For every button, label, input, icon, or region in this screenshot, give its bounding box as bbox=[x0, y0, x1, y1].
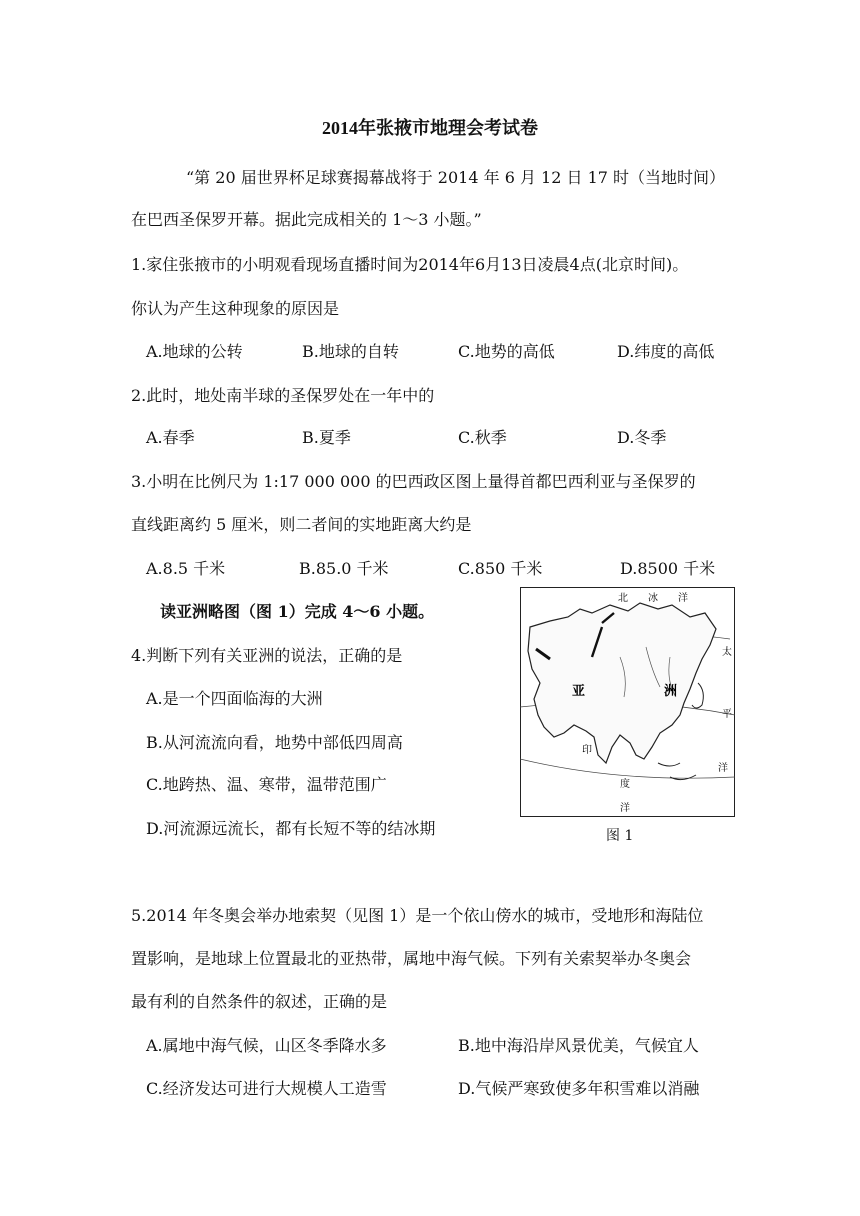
section-heading: 读亚洲略图（图 1）完成 4～6 小题。 bbox=[160, 602, 435, 621]
intro-line-1: “第 20 届世界杯足球赛揭幕战将于 2014 年 6 月 12 日 17 时（当地时间） bbox=[186, 168, 726, 187]
map-label-zhou: 洲 bbox=[664, 684, 678, 699]
question-3-line-2: 直线距离约 5 厘米，则二者间的实地距离大约是 bbox=[131, 515, 472, 534]
map-label-du: 度 bbox=[620, 779, 630, 790]
question-1-option-c[interactable]: C.地势的高低 bbox=[458, 342, 555, 361]
map-label-tai: 太 bbox=[722, 647, 732, 658]
question-1-line-2: 你认为产生这种现象的原因是 bbox=[131, 299, 340, 318]
question-1-option-a[interactable]: A.地球的公转 bbox=[146, 342, 243, 361]
figure-caption: 图 1 bbox=[606, 828, 634, 844]
question-5-option-a[interactable]: A.属地中海气候，山区冬季降水多 bbox=[146, 1036, 387, 1055]
map-label-ice: 冰 bbox=[648, 593, 658, 604]
question-2-line-1: 2.此时，地处南半球的圣保罗处在一年中的 bbox=[131, 386, 435, 405]
question-2-option-a[interactable]: A.春季 bbox=[146, 428, 195, 447]
map-label-ya: 亚 bbox=[572, 684, 586, 699]
question-4-line-1: 4.判断下列有关亚洲的说法，正确的是 bbox=[131, 646, 403, 665]
question-5-option-c[interactable]: C.经济发达可进行大规模人工造雪 bbox=[146, 1079, 387, 1098]
question-1-line-1: 1.家住张掖市的小明观看现场直播时间为2014年6月13日凌晨4点(北京时间)。 bbox=[131, 255, 689, 274]
question-3-option-d[interactable]: D.8500 千米 bbox=[620, 559, 716, 578]
question-2-option-b[interactable]: B.夏季 bbox=[302, 428, 351, 447]
map-label-yin: 印 bbox=[582, 745, 592, 756]
question-5-option-d[interactable]: D.气候严寒致使多年积雪难以消融 bbox=[458, 1079, 700, 1098]
question-5-option-b[interactable]: B.地中海沿岸风景优美，气候宜人 bbox=[458, 1036, 699, 1055]
question-2-option-c[interactable]: C.秋季 bbox=[458, 428, 507, 447]
question-1-option-b[interactable]: B.地球的自转 bbox=[302, 342, 399, 361]
map-label-ocean-north: 洋 bbox=[678, 593, 688, 604]
question-1-option-d[interactable]: D.纬度的高低 bbox=[617, 342, 715, 361]
question-4-option-d[interactable]: D.河流源远流长，都有长短不等的结冰期 bbox=[146, 819, 436, 838]
question-4-option-c[interactable]: C.地跨热、温、寒带，温带范围广 bbox=[146, 775, 387, 794]
question-5-line-3: 最有利的自然条件的叙述，正确的是 bbox=[131, 992, 388, 1011]
question-3-line-1: 3.小明在比例尺为 1:17 000 000 的巴西政区图上量得首都巴西利亚与圣保罗的 bbox=[131, 472, 696, 491]
question-4-option-a[interactable]: A.是一个四面临海的大洲 bbox=[146, 689, 323, 708]
map-label-ping: 平 bbox=[722, 709, 732, 720]
question-3-option-a[interactable]: A.8.5 千米 bbox=[146, 559, 226, 578]
question-5-line-2: 置影响，是地球上位置最北的亚热带，属地中海气候。下列有关索契举办冬奥会 bbox=[131, 949, 692, 968]
asia-map-figure bbox=[520, 587, 735, 817]
map-label-north: 北 bbox=[618, 593, 628, 604]
question-2-option-d[interactable]: D.冬季 bbox=[617, 428, 667, 447]
question-4-option-b[interactable]: B.从河流流向看，地势中部低四周高 bbox=[146, 733, 403, 752]
question-5-line-1: 5.2014 年冬奥会举办地索契（见图 1）是一个依山傍水的城市，受地形和海陆位 bbox=[131, 906, 704, 925]
map-label-ocean-south: 洋 bbox=[620, 803, 630, 814]
intro-line-2: 在巴西圣保罗开幕。据此完成相关的 1～3 小题。” bbox=[131, 210, 482, 229]
map-label-ocean-east: 洋 bbox=[718, 763, 728, 774]
question-3-option-b[interactable]: B.85.0 千米 bbox=[299, 559, 389, 578]
question-3-option-c[interactable]: C.850 千米 bbox=[458, 559, 543, 578]
page-title: 2014年张掖市地理会考试卷 bbox=[322, 118, 538, 138]
